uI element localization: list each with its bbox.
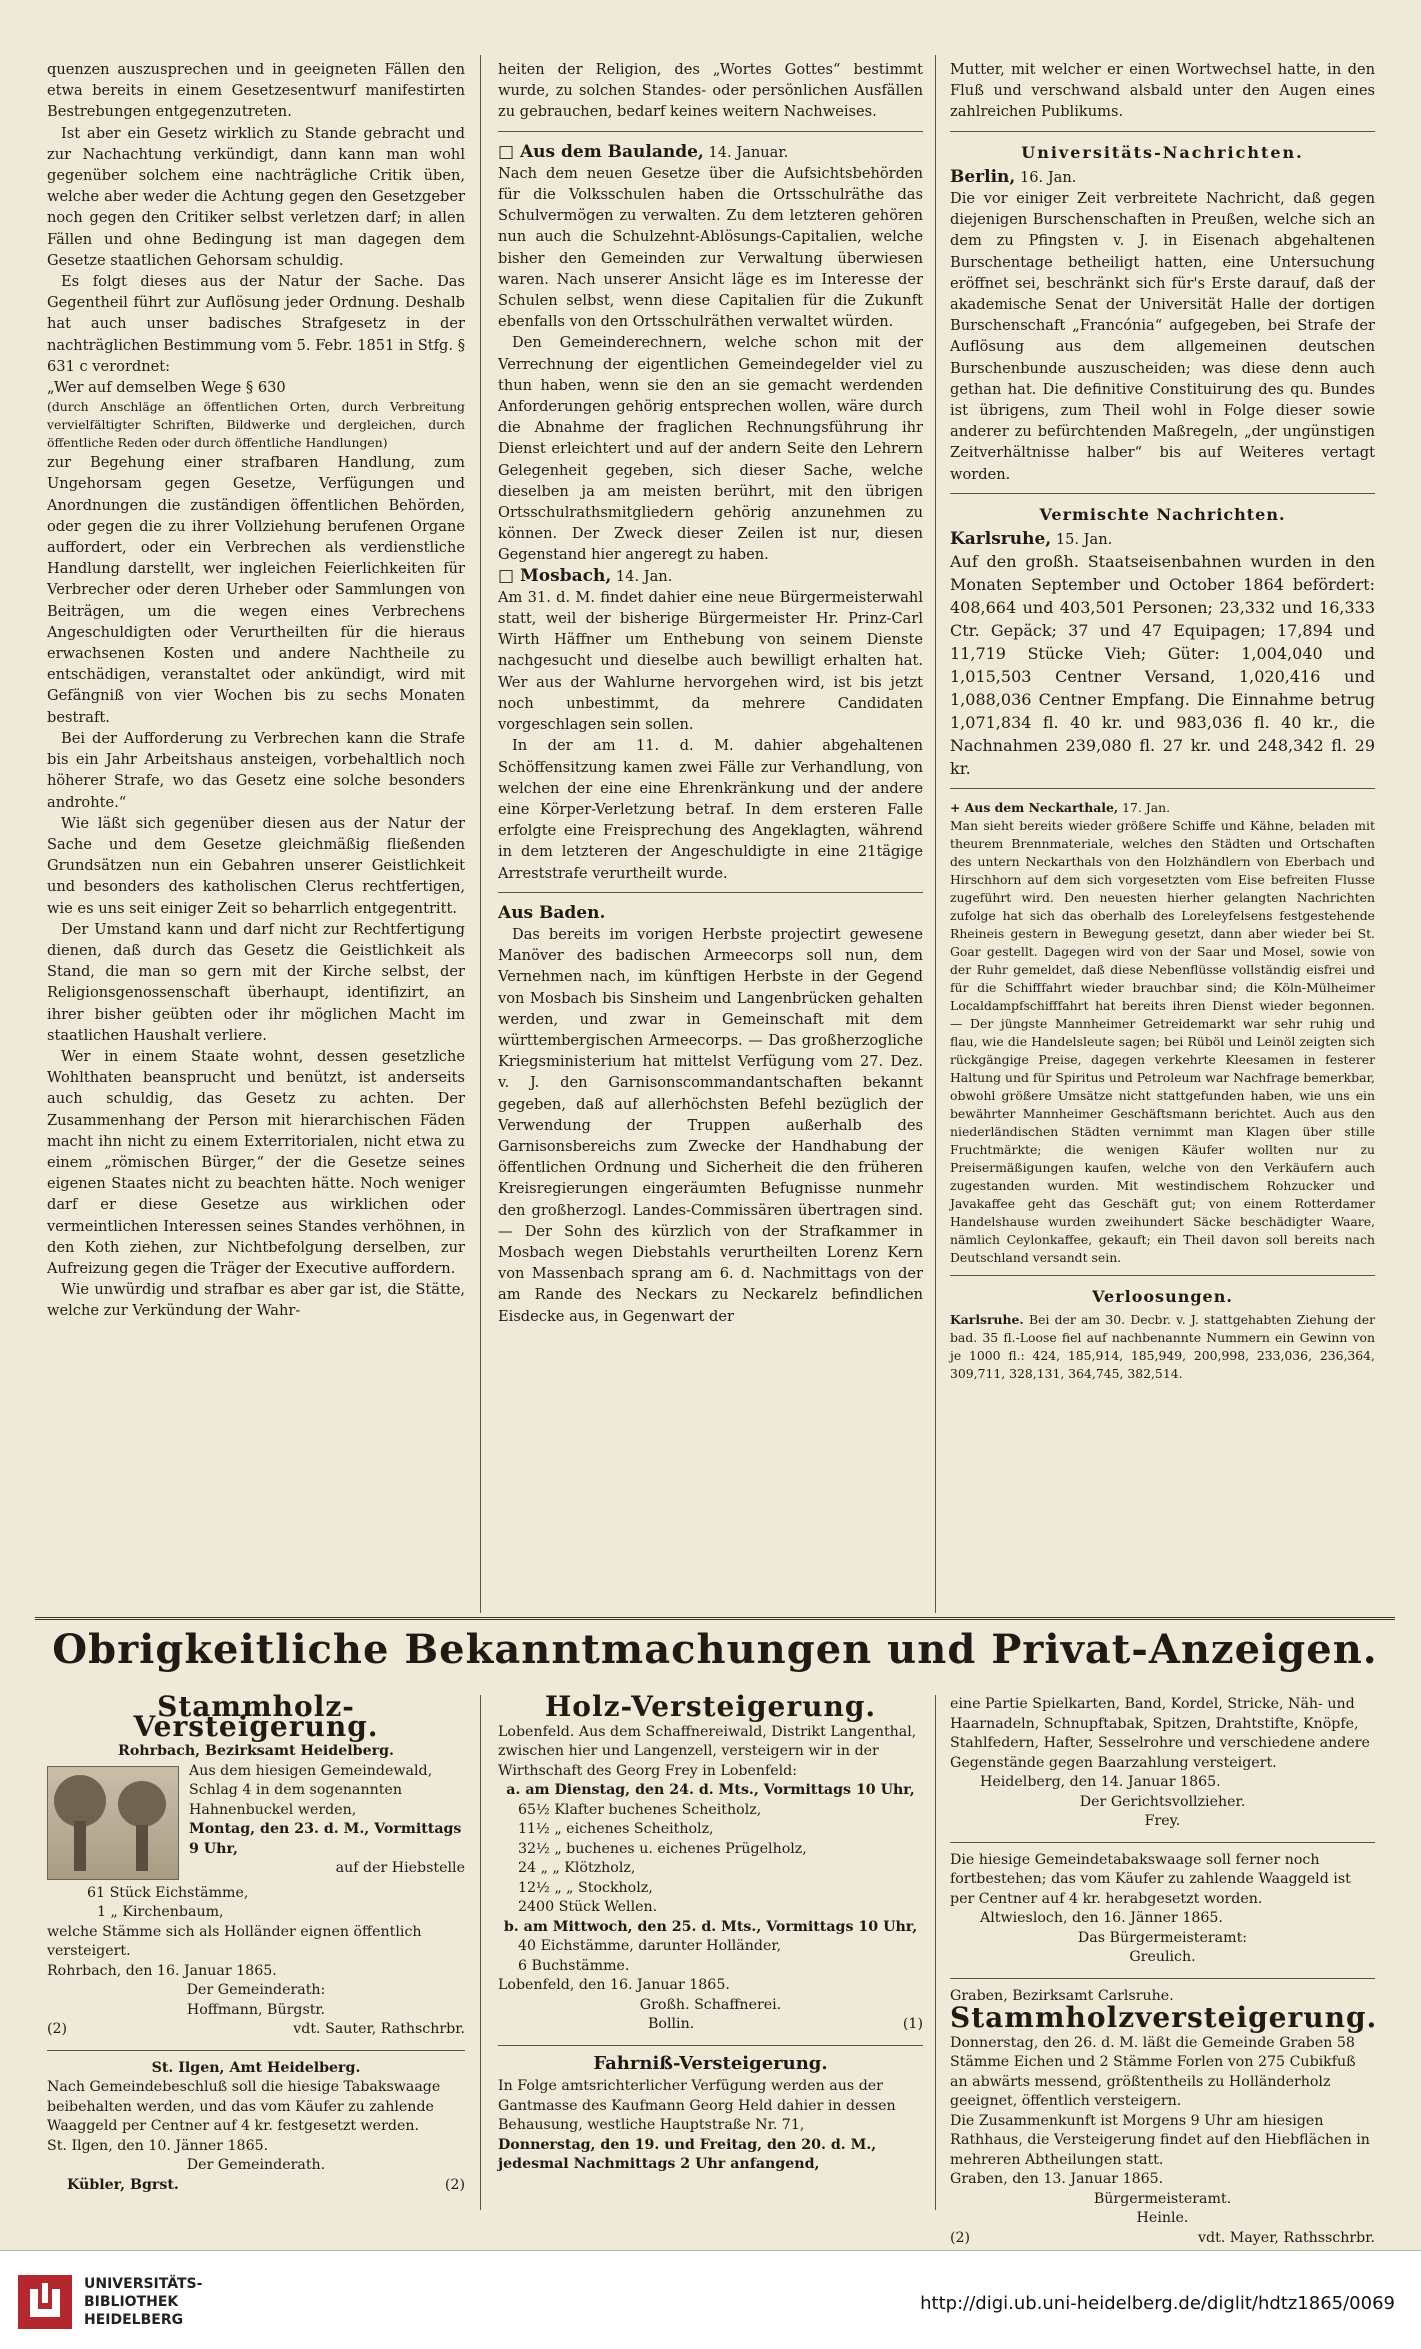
ad-signature: Der Gemeinderath. bbox=[186, 2157, 326, 2173]
ad-signature: vdt. Sauter, Rathschrbr. bbox=[293, 2021, 465, 2037]
dateline-date: 17. Jan. bbox=[1122, 800, 1171, 816]
article-text: Die vor einiger Zeit verbreitete Nachricht, daß gegen diejenigen Burschenschaften in Preußen, welche sich an dem zu Pfingsten v. J. in Eisenach abgehaltenen Burschentage betheiligt hatten, eine Untersuchung eröffnet sei, beschränkt sich für's Erste darauf, daß der akademische Senat der Universität Halle der dortigen Burschenschaft „Francónia“ aufgegeben, bei Strafe der Auflösung aus dem allgemeinen deutschen Burschenbunde auszuscheiden; was diese denn auch gethan hat. Die definitive Constituirung des qu. Bundes ist übrigens, zum Theil wohl in Folge dieser sowie anderer zu befürchtenden Maßregeln, „der ungünstigen Zeitverhältnisse halber“ bis auf Weiteres vertagt worden. bbox=[950, 190, 1375, 483]
ad-signature: Kübler, Bgrst. bbox=[67, 2176, 179, 2193]
divider bbox=[950, 1978, 1375, 1979]
ad-text: Die Zusammenkunft ist Morgens 9 Uhr am hiesigen Rathhaus, die Versteigerung findet auf den Hiebflächen in mehreren Abtheilungen statt. bbox=[950, 2112, 1370, 2168]
ad-signature: Der Gerichtsvollzieher. bbox=[1079, 1793, 1246, 1810]
ad-text: Aus dem hiesigen Gemeindewald, Schlag 4 in dem sogenannten Hahnenbuckel werden, bbox=[189, 1762, 433, 1818]
ad-text: Lobenfeld. Aus dem Schaffnereiwald, Distrikt Langenthal, zwischen hier und Langenzell, versteigern wir in der Wirthschaft des Georg Frey in Lobenfeld: bbox=[498, 1723, 917, 1779]
column-3 bbox=[950, 59, 1375, 1383]
column-2 bbox=[498, 59, 923, 1327]
ad-item: 11½ „ eichenes Scheitholz, bbox=[518, 1821, 714, 1837]
divider bbox=[47, 2050, 465, 2051]
article-text: Wer in einem Staate wohnt, dessen gesetzliche Wohlthaten beansprucht und benützt, ist anderseits auch schuldig, das Gesetz zu achten. Der Zusammenhang der Person mit hierarchischen Fäden macht ihn nicht zu einem Exterritorialen, nicht etwa zu einem „römischen Bürger,“ der die Gesetze seines eigenen Staates nicht zu beachten hätte. Noch weniger darf er diese Gesetze aus wirklichen oder vermeintlichen Interessen seines Standes verhöhnen, in den Koth ziehen, zur Nichtbefolgung derselben, zur Aufreizung gegen die Träger der Executive auffordern. bbox=[47, 1047, 465, 1277]
dateline-place: □ Aus dem Baulande, bbox=[498, 141, 704, 162]
ad-column-2 bbox=[498, 1690, 923, 2175]
ad-subtitle: Rohrbach, Bezirksamt Heidelberg. bbox=[118, 1743, 394, 1759]
ad-item: 32½ „ buchenes u. eichenes Prügelholz, bbox=[518, 1840, 807, 1857]
ad-title: Fahrniß-Versteigerung. bbox=[593, 2052, 828, 2074]
ad-item: 65½ Klafter buchenes Scheitholz, bbox=[518, 1801, 762, 1818]
ad-column-3 bbox=[950, 1695, 1378, 2248]
dateline-place: + Aus dem Neckarthale, bbox=[950, 800, 1119, 816]
ad-item: 6 Buchstämme. bbox=[518, 1957, 630, 1974]
ad-signature: Bürgermeisteramt. bbox=[1093, 2190, 1232, 2207]
dateline-date: 15. Jan. bbox=[1055, 531, 1113, 549]
ad-place: Heidelberg, den 14. Januar 1865. bbox=[980, 1774, 1221, 1790]
column-1 bbox=[47, 59, 465, 1322]
ad-text: auf der Hiebstelle bbox=[335, 1860, 465, 1876]
ad-date: a. am Dienstag, den 24. d. Mts., Vormittags 10 Uhr, bbox=[506, 1782, 915, 1798]
ad-place: Lobenfeld, den 16. Januar 1865. bbox=[498, 1977, 730, 1993]
ad-signature: Der Gemeinderath: bbox=[186, 1982, 326, 1998]
column-rule-2 bbox=[935, 55, 936, 1613]
law-quote-detail: (durch Anschläge an öffentlichen Orten, durch Verbreitung vervielfältigter Schriften, Bildwerke und dergleichen, durch öffentliche Reden oder durch öffentliche Handlungen) bbox=[47, 399, 465, 451]
library-name-line: BIBLIOTHEK bbox=[84, 2294, 179, 2310]
library-name bbox=[84, 2275, 202, 2329]
dateline-date: 16. Jan. bbox=[1019, 168, 1077, 186]
divider bbox=[950, 788, 1375, 789]
ad-signature: Bollin. bbox=[648, 2016, 695, 2032]
ad-date: b. am Mittwoch, den 25. d. Mts., Vormittags 10 Uhr, bbox=[503, 1918, 918, 1935]
ad-number: (2) bbox=[950, 2229, 971, 2246]
forest-illustration bbox=[47, 1766, 179, 1880]
ad-item: 1 „ Kirchenbaum, bbox=[97, 1904, 224, 1920]
article-text: Den Gemeinderechnern, welche schon mit der Verrechnung der eigentlichen Gemeindegelder viel zu thun haben, wenn sie den an sie gemacht werdenden Anforderungen gehörig entsprechen wollen, wäre durch die Abnahme der fraglichen Rechnungsführung ihr Dienst erleichtert und auf der andern Seite den Lehrern Gelegenheit gegeben, sich dieser Sache, welche dieselben ja am meisten berührt, mit den übrigen Ortsschulrathsmitgliedern gehörig anzunehmen zu können. Der Zweck dieser Zeilen ist nur, diesen Gegenstand hier angeregt zu haben. bbox=[498, 334, 923, 564]
divider bbox=[498, 2045, 923, 2046]
university-library-logo-icon bbox=[16, 2273, 74, 2331]
divider bbox=[950, 493, 1375, 494]
article-text: Am 31. d. M. findet dahier eine neue Bürgermeisterwahl statt, weil der bisherige Bürgermeister Hr. Prinz-Carl Wirth Häffner um Enthebung von seinem Dienste nachgesucht und dieselbe auch bewilligt erhalten hat. Wer aus der Wahlurne hervorgehen wird, ist bis jetzt noch unbestimmt, da mehrere Candidaten vorgeschlagen sein sollen. bbox=[498, 588, 923, 734]
column-rule-ads-1 bbox=[480, 1695, 481, 2210]
tree-crown bbox=[54, 1775, 106, 1827]
ad-item: 40 Eichstämme, darunter Holländer, bbox=[518, 1938, 782, 1954]
article-text: Wie unwürdig und strafbar es aber gar ist, die Stätte, welche zur Verkündung der Wahr- bbox=[47, 1281, 465, 1320]
ad-signature: Frey. bbox=[1144, 1813, 1181, 1829]
library-footer bbox=[0, 2250, 1421, 2349]
article-text: Wie läßt sich gegenüber diesen aus der Natur der Sache und dem Gesetze gleichmäßig fließenden Grundsätzen nun ein Gebahren unserer Geistlichkeit und besonders des katholischen Clerus rechtfertigen, wie es uns seit einiger Zeit so beharrlich entgegentritt. bbox=[47, 814, 465, 917]
article-text: zur Begehung einer strafbaren Handlung, zum Ungehorsam gegen Gesetze, Verfügungen und Anordnungen die zuständigen öffentlichen Behörden, oder gegen die zu ihrer Vollziehung berufenen Organe auffordert, oder ein Verbrechen als verdienstliche Handlung darstellt, wer ingleichen Feierlichkeiten für Verbrecher oder deren Urheber oder Sammlungen von Beiträgen, um die wegen eines Verbrechens Angeschuldigten oder Verurtheilten für die hieraus erwachsenen Kosten und andere Nachtheile zu entschädigen, veranstaltet oder ankündigt, wird mit Gefängniß von vier Wochen bis zu sechs Monaten bestraft. bbox=[47, 454, 465, 726]
ad-signature: Hoffmann, Bürgstr. bbox=[186, 2001, 326, 2018]
ad-text: Nach Gemeindebeschluß soll die hiesige Tabakswaage beibehalten werden, und das vom Käufer zu zahlende Waaggeld per Centner auf 4 kr. festgesetzt werden. bbox=[47, 2079, 441, 2134]
column-rule-1 bbox=[480, 55, 481, 1613]
source-url-link[interactable]: http://digi.ub.uni-heidelberg.de/diglit/hdtz1865/0069 bbox=[920, 2293, 1395, 2314]
dateline-place: Karlsruhe. bbox=[950, 1312, 1024, 1328]
dateline-place: Berlin, bbox=[950, 166, 1016, 187]
ad-title: Stammholz-Versteigerung. bbox=[133, 1690, 379, 1743]
ad-place: St. Ilgen, den 10. Jänner 1865. bbox=[47, 2137, 269, 2154]
divider bbox=[498, 892, 923, 893]
dateline-place: Karlsruhe, bbox=[950, 529, 1052, 550]
divider bbox=[950, 131, 1375, 132]
ad-number: (2) bbox=[47, 2021, 68, 2037]
library-name-line: HEIDELBERG bbox=[84, 2312, 184, 2328]
divider bbox=[950, 1275, 1375, 1276]
ad-number: (1) bbox=[902, 2016, 923, 2032]
article-text: Ist aber ein Gesetz wirklich zu Stande gebracht und zur Nachachtung verkündigt, dann kann man wohl gegenüber solchem eine nachträgliche Critik üben, welche aber weder die Achtung gegen den Gesetzgeber noch gegen den Critiker selbst verletzen darf; in allen Fällen und ohne Bedingung ist man dagegen dem Gesetze staatlichen Gehorsam schuldig. bbox=[47, 124, 465, 269]
divider bbox=[498, 131, 923, 132]
ad-text: Die hiesige Gemeindetabakswaage soll ferner noch fortbestehen; das vom Käufer zu zahlende Waaggeld ist per Centner auf 4 kr. herabgesetzt worden. bbox=[950, 1851, 1351, 1907]
ad-date: Donnerstag, den 19. und Freitag, den 20. d. M., jedesmal Nachmittags 2 Uhr anfangend, bbox=[498, 2136, 877, 2172]
tree-crown bbox=[118, 1781, 166, 1827]
ad-text: welche Stämme sich als Holländer eignen öffentlich versteigert. bbox=[47, 1923, 422, 1959]
article-text: Das bereits im vorigen Herbste projectirt gewesene Manöver des badischen Armeecorps soll nun, dem Vernehmen nach, im künftigen Herbste in der Gegend von Mosbach bis Sinsheim und Langenbrücken gehalten werden, und zwar in Gemeinschaft mit dem württembergischen Armeecorps. — Das großherzogliche Kriegsministerium hat mittelst Verfügung vom 27. Dez. v. J. den Garnisonscommandantschaften bekannt gegeben, daß auf allerhöchsten Befehl bezüglich der Verwendung der Truppen außerhalb des Garnisonsbereichs zum Zwecke der Handhabung der öffentlichen Ordnung und Sicherheit die den früheren Kreisregierungen eingeräumten Befugnisse nunmehr den großherzogl. Landes-Commissären übertragen sind. — Der Sohn des kürzlich von der Strafkammer in Mosbach wegen Diebstahls verurtheilten Lorenz Kern von Massenbach sprang am 6. d. Nachmittags von der am Rande des Neckars zu Neckarelz befindlichen Eisdecke aus, in Gegenwart der bbox=[498, 925, 923, 1325]
ad-signature: Greulich. bbox=[1129, 1949, 1196, 1965]
ad-number: (2) bbox=[444, 2176, 465, 2193]
section-heading: Universitäts-Nachrichten. bbox=[1021, 142, 1304, 162]
tree-trunk bbox=[136, 1825, 148, 1871]
tree-trunk bbox=[74, 1821, 86, 1871]
article-text: Mutter, mit welcher er einen Wortwechsel hatte, in den Fluß und verschwand alsbald unter den Augen eines zahlreichen Publikums. bbox=[950, 61, 1375, 121]
article-text: Es folgt dieses aus der Natur der Sache. Das Gegentheil führt zur Auflösung jeder Ordnung. Deshalb hat auch unser badisches Strafgesetz in der nachträglichen Bestimmung vom 5. Febr. 1851 in Stfg. § 631 c verordnet: bbox=[47, 273, 465, 375]
article-text: In der am 11. d. M. dahier abgehaltenen Schöffensitzung kamen zwei Fälle zur Verhandlung, von welchen der eine eine Ehrenkränkung und der andere eine Körper-Verletzung betraf. In dem ersteren Falle erfolgte eine Freisprechung des Angeklagten, während in dem letzteren der Angeschuldigte in eine 21tägige Arreststrafe verurtheilt wurde. bbox=[498, 737, 923, 882]
article-text: Der Umstand kann und darf nicht zur Rechtfertigung dienen, daß durch das Gesetz die Geistlichkeit als Stand, die man so gern mit der Kirche selbst, der Religionsgenossenschaft überhaupt, identifizirt, an ihrer bisher geübten oder ihr möglichen Macht im staatlichen Haushalt verliere. bbox=[47, 920, 465, 1044]
article-text: Man sieht bereits wieder größere Schiffe und Kähne, beladen mit theurem Brennmateriale, welches den Städten und Ortschaften des untern Neckarthals von den Holzhändlern von Eberbach und Hirschhorn auf dem sich vorgesetzten vom Eise befreiten Flusse zugeführt wird. Den neuesten hierher gelangten Nachrichten zufolge hat sich das oberhalb des Loreleyfelsens festgestehende Rheineis gestern in Bewegung gesetzt, dann aber wieder bei St. Goar gestellt. Dagegen wird von der Saar und Mosel, sowie von der Ruhr gemeldet, daß diese Nebenflüsse vollständig eisfrei und für die Schifffahrt wieder brauchbar sind; die Köln-Mülheimer Localdampfschifffahrt hat bereits ihren Dienst wieder begonnen. — Der jüngste Mannheimer Getreidemarkt war sehr ruhig und flau, wie die Handelsleute sagen; bei Rüböl und Leinöl zeigten sich rückgängige Preise, dagegen verkehrte Kleesamen in festerer Haltung und für Spiritus und Petroleum war Nachfrage bemerkbar, obwohl größere Umsätze nicht stattgefunden haben, wie uns ein bewährter Mannheimer Geschäftsmann berichtet. Auch aus den niederländischen Städten vernimmt man Klagen über stille Fruchtmärkte; die wenigen Käufer wollten nur zu Preisermäßigungen kaufen, welche von den Verkäufern auch zugestanden wurden. Mit westindischem Rohzucker und Javakaffee geht das Geschäft gut; von einem Rotterdamer Handelshause wurden zweihundert Säcke beschädigter Waare, nämlich Ceylonkaffee, gekauft; ein Theil davon soll bereits nach Deutschland versandt sein. bbox=[950, 818, 1375, 1266]
ad-title: Holz-Versteigerung. bbox=[544, 1690, 877, 1723]
ad-signature: Heinle. bbox=[1136, 2210, 1189, 2226]
ad-signature: Das Bürgermeisteramt: bbox=[1077, 1929, 1248, 1946]
article-text: Bei der Aufforderung zu Verbrechen kann die Strafe bis ein Jahr Arbeitshaus ansteigen, vorbehaltlich noch höherer Strafe, wo das Gesetz eine solche besonders androhte.“ bbox=[47, 729, 465, 811]
ad-item: 24 „ „ Klötzholz, bbox=[518, 1860, 636, 1876]
ad-place: Rohrbach, den 16. Januar 1865. bbox=[47, 1962, 277, 1979]
ad-item: 2400 Stück Wellen. bbox=[518, 1899, 658, 1915]
dateline-date: 14. Januar. bbox=[708, 143, 789, 161]
statistics-text: Auf den großh. Staatseisenbahnen wurden in den Monaten September und October 1864 befördert: 408,664 und 403,501 Personen; 23,332 und 16,333 Ctr. Gepäck; 37 und 47 Equipagen; 17,894 und 11,719 Stücke Vieh; Güter: 1,004,040 und 1,015,503 Centner Versand, 1,020,416 und 1,088,036 Centner Empfang. Die Einnahme betrug 1,071,834 fl. 40 kr. und 983,036 fl. 40 kr., die Nachnahmen 239,080 fl. 27 kr. und 248,342 fl. 29 kr. bbox=[950, 552, 1375, 779]
article-text: quenzen auszusprechen und in geeigneten Fällen den etwa bereits in einem Gesetzesentwurf manifestirten Bestrebungen entgegenzutreten. bbox=[47, 61, 465, 121]
ad-text: In Folge amtsrichterlicher Verfügung werden aus der Gantmasse des Kaufmann Georg Held dahier in dessen Behausung, westliche Hauptstraße Nr. 71, bbox=[498, 2078, 896, 2133]
ad-subtitle: Graben, Bezirksamt Carlsruhe. bbox=[950, 1987, 1174, 2004]
ad-text: eine Partie Spielkarten, Band, Kordel, Stricke, Näh- und Haarnadeln, Schnupftabak, Spitzen, Drahtstifte, Knöpfe, Stahlfedern, Hafter, Sesselrohre und verschiedene andere Gegenstände gegen Baarzahlung versteigert. bbox=[950, 1696, 1370, 1771]
ad-place: Graben, den 13. Januar 1865. bbox=[950, 2171, 1164, 2187]
ad-signature: Großh. Schaffnerei. bbox=[639, 1996, 782, 2013]
ad-subtitle: St. Ilgen, Amt Heidelberg. bbox=[151, 2059, 361, 2076]
divider bbox=[950, 1842, 1375, 1843]
section-heading: Verloosungen. bbox=[1092, 1287, 1233, 1307]
article-text: Nach dem neuen Gesetze über die Aufsichtsbehörden für die Volksschulen haben die Ortsschulräthe das Schulvermögen zu verwalten. Zu dem letzteren gehören nun auch die Schulzehnt-Ablösungs-Capitalien, welche bisher den Gemeinden zur Verwaltung überwiesen waren. Nach unserer Ansicht läge es im Interesse der Schulen selbst, wenn diese Capitalien für die Zukunft ebenfalls von den Ortsschulräthen verwaltet würden. bbox=[498, 164, 923, 331]
ad-title: Stammholzversteigerung. bbox=[950, 2001, 1378, 2034]
article-text: Bei der am 30. Decbr. v. J. stattgehabten Ziehung der bad. 35 fl.-Loose fiel auf nachbenannte Nummern ein Gewinn von je 1000 fl.: 424, 185,914, 185,949, 200,998, 233,036, 236,364, 309,711, 328,131, 364,745, 382,514. bbox=[950, 1312, 1375, 1382]
ad-column-1 bbox=[47, 1690, 465, 2195]
advertisements-banner: Obrigkeitliche Bekanntmachungen und Privat-Anzeigen. bbox=[35, 1617, 1395, 1673]
ad-signature: vdt. Mayer, Rathsschrbr. bbox=[1197, 2229, 1375, 2246]
dateline-place: □ Mosbach, bbox=[498, 565, 612, 586]
library-name-line: UNIVERSITÄTS- bbox=[84, 2276, 203, 2292]
newspaper-page bbox=[35, 55, 1395, 2246]
dateline-date: 14. Jan. bbox=[615, 567, 673, 585]
ad-text: Donnerstag, den 26. d. M. läßt die Gemeinde Graben 58 Stämme Eichen und 2 Stämme Forlen von 275 Cubikfuß an abwärts messend, größtentheils zu Holländerholz geeignet, öffentlich versteigern. bbox=[950, 2034, 1356, 2109]
ad-place: Altwiesloch, den 16. Jänner 1865. bbox=[980, 1910, 1223, 1926]
article-text: heiten der Religion, des „Wortes Gottes“ bestimmt wurde, zu solchen Standes- oder persönlichen Ausfällen zu gebrauchen, bedarf keines weitern Nachweises. bbox=[498, 61, 923, 121]
ad-date: Montag, den 23. d. M., Vormittags 9 Uhr, bbox=[189, 1821, 462, 1857]
column-rule-ads-2 bbox=[935, 1695, 936, 2210]
law-quote: „Wer auf demselben Wege § 630 bbox=[47, 379, 286, 397]
ad-item: 12½ „ „ Stockholz, bbox=[518, 1879, 653, 1896]
section-heading: Vermischte Nachrichten. bbox=[1039, 504, 1286, 524]
dateline-place: Aus Baden. bbox=[498, 902, 606, 923]
ad-item: 61 Stück Eichstämme, bbox=[87, 1884, 249, 1901]
